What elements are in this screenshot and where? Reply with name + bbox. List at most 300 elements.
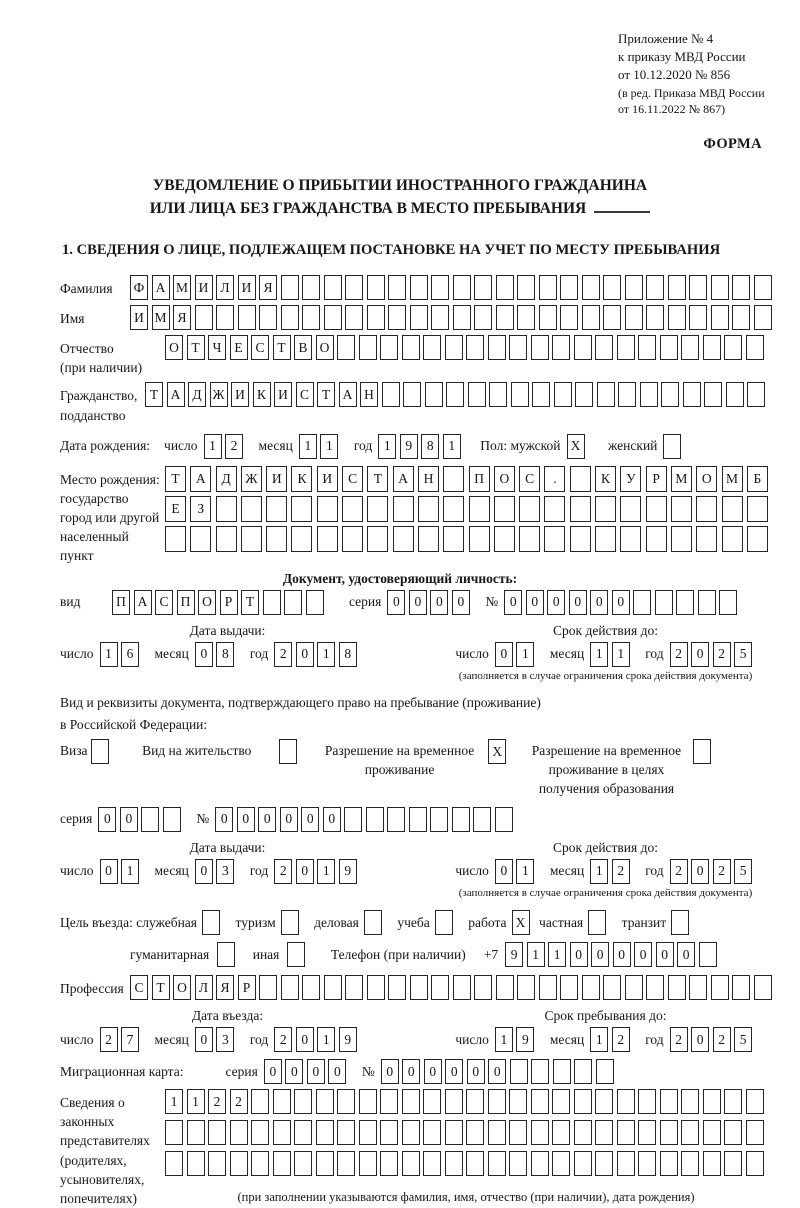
char-cell[interactable] (445, 1151, 463, 1176)
char-cell[interactable] (388, 975, 406, 1000)
char-cell[interactable]: 0 (570, 942, 588, 967)
char-cell[interactable]: 0 (237, 807, 255, 832)
char-cell[interactable] (625, 275, 643, 300)
char-cell[interactable] (544, 526, 565, 552)
char-cell[interactable]: 1 (317, 1027, 335, 1052)
char-cell[interactable]: 2 (670, 859, 688, 884)
char-cell[interactable] (302, 975, 320, 1000)
char-cell[interactable] (617, 1151, 635, 1176)
char-cell[interactable] (746, 1120, 764, 1145)
char-cell[interactable] (393, 496, 414, 522)
char-cell[interactable]: С (296, 382, 314, 407)
char-cell[interactable] (251, 1120, 269, 1145)
char-cell[interactable]: 7 (121, 1027, 139, 1052)
char-cell[interactable] (324, 305, 342, 330)
char-cell[interactable] (495, 807, 513, 832)
char-cell[interactable] (187, 1120, 205, 1145)
char-cell[interactable] (402, 1089, 420, 1114)
char-cell[interactable]: 0 (424, 1059, 442, 1084)
char-cell[interactable]: 0 (100, 859, 118, 884)
char-cell[interactable]: 6 (121, 642, 139, 667)
char-cell[interactable]: X (567, 434, 585, 459)
char-cell[interactable]: С (342, 466, 363, 492)
char-cell[interactable] (554, 382, 572, 407)
char-cell[interactable]: Н (418, 466, 439, 492)
char-cell[interactable] (638, 1089, 656, 1114)
char-cell[interactable] (646, 305, 664, 330)
char-cell[interactable]: 0 (691, 859, 709, 884)
char-cell[interactable]: 1 (516, 642, 534, 667)
char-cell[interactable] (388, 305, 406, 330)
char-cell[interactable] (603, 975, 621, 1000)
char-cell[interactable] (317, 526, 338, 552)
char-cell[interactable]: 0 (195, 859, 213, 884)
char-cell[interactable] (452, 807, 470, 832)
char-cell[interactable] (466, 1120, 484, 1145)
char-cell[interactable]: Т (241, 590, 259, 615)
char-cell[interactable] (259, 975, 277, 1000)
char-cell[interactable]: И (266, 466, 287, 492)
char-cell[interactable] (380, 1151, 398, 1176)
char-cell[interactable] (488, 1089, 506, 1114)
char-cell[interactable]: М (722, 466, 743, 492)
char-cell[interactable] (317, 496, 338, 522)
char-cell[interactable] (302, 305, 320, 330)
char-cell[interactable] (281, 975, 299, 1000)
char-cell[interactable]: 0 (495, 859, 513, 884)
char-cell[interactable] (660, 1151, 678, 1176)
char-cell[interactable] (582, 975, 600, 1000)
char-cell[interactable] (202, 910, 220, 935)
char-cell[interactable] (689, 305, 707, 330)
char-cell[interactable]: 1 (443, 434, 461, 459)
char-cell[interactable] (418, 496, 439, 522)
char-cell[interactable] (380, 335, 398, 360)
char-cell[interactable] (570, 526, 591, 552)
char-cell[interactable] (532, 382, 550, 407)
char-cell[interactable] (469, 526, 490, 552)
char-cell[interactable] (445, 1120, 463, 1145)
char-cell[interactable] (732, 275, 750, 300)
char-cell[interactable]: 2 (713, 859, 731, 884)
char-cell[interactable]: Р (220, 590, 238, 615)
char-cell[interactable] (342, 526, 363, 552)
char-cell[interactable] (342, 496, 363, 522)
char-cell[interactable] (230, 1120, 248, 1145)
char-cell[interactable] (216, 526, 237, 552)
char-cell[interactable] (367, 275, 385, 300)
char-cell[interactable]: П (469, 466, 490, 492)
char-cell[interactable]: Т (367, 466, 388, 492)
char-cell[interactable]: 1 (495, 1027, 513, 1052)
char-cell[interactable] (582, 275, 600, 300)
char-cell[interactable] (640, 382, 658, 407)
char-cell[interactable]: 0 (691, 642, 709, 667)
char-cell[interactable]: 0 (495, 642, 513, 667)
char-cell[interactable]: 5 (734, 1027, 752, 1052)
char-cell[interactable]: 0 (569, 590, 587, 615)
char-cell[interactable] (291, 496, 312, 522)
char-cell[interactable]: Ж (210, 382, 228, 407)
char-cell[interactable] (676, 590, 694, 615)
char-cell[interactable]: И (274, 382, 292, 407)
char-cell[interactable] (509, 1151, 527, 1176)
char-cell[interactable] (494, 496, 515, 522)
char-cell[interactable] (431, 305, 449, 330)
char-cell[interactable]: 2 (274, 859, 292, 884)
char-cell[interactable] (287, 942, 305, 967)
char-cell[interactable]: 0 (285, 1059, 303, 1084)
char-cell[interactable] (519, 526, 540, 552)
char-cell[interactable] (646, 526, 667, 552)
char-cell[interactable] (746, 1151, 764, 1176)
char-cell[interactable]: 0 (195, 642, 213, 667)
char-cell[interactable] (345, 305, 363, 330)
char-cell[interactable]: 0 (504, 590, 522, 615)
char-cell[interactable]: 1 (121, 859, 139, 884)
char-cell[interactable]: У (620, 466, 641, 492)
char-cell[interactable]: Ф (130, 275, 148, 300)
char-cell[interactable] (531, 1089, 549, 1114)
char-cell[interactable] (603, 305, 621, 330)
char-cell[interactable] (489, 382, 507, 407)
char-cell[interactable] (294, 1120, 312, 1145)
char-cell[interactable] (617, 1120, 635, 1145)
char-cell[interactable] (410, 305, 428, 330)
char-cell[interactable]: 1 (612, 642, 630, 667)
char-cell[interactable]: 0 (409, 590, 427, 615)
char-cell[interactable]: Е (230, 335, 248, 360)
char-cell[interactable] (560, 305, 578, 330)
char-cell[interactable]: 2 (100, 1027, 118, 1052)
char-cell[interactable] (722, 526, 743, 552)
char-cell[interactable]: А (339, 382, 357, 407)
char-cell[interactable] (91, 739, 109, 764)
char-cell[interactable] (531, 1059, 549, 1084)
char-cell[interactable]: А (134, 590, 152, 615)
char-cell[interactable] (544, 496, 565, 522)
char-cell[interactable]: О (173, 975, 191, 1000)
char-cell[interactable] (165, 526, 186, 552)
char-cell[interactable]: 0 (264, 1059, 282, 1084)
char-cell[interactable] (423, 1120, 441, 1145)
char-cell[interactable] (443, 496, 464, 522)
char-cell[interactable] (671, 526, 692, 552)
char-cell[interactable] (681, 1151, 699, 1176)
char-cell[interactable] (552, 335, 570, 360)
char-cell[interactable] (638, 335, 656, 360)
char-cell[interactable]: 9 (516, 1027, 534, 1052)
char-cell[interactable]: Е (165, 496, 186, 522)
char-cell[interactable] (230, 1151, 248, 1176)
char-cell[interactable]: 2 (670, 1027, 688, 1052)
char-cell[interactable] (638, 1120, 656, 1145)
char-cell[interactable] (273, 1151, 291, 1176)
char-cell[interactable]: 8 (421, 434, 439, 459)
char-cell[interactable] (410, 975, 428, 1000)
char-cell[interactable]: Я (259, 275, 277, 300)
char-cell[interactable] (754, 975, 772, 1000)
char-cell[interactable] (388, 275, 406, 300)
char-cell[interactable] (597, 382, 615, 407)
char-cell[interactable]: 2 (612, 1027, 630, 1052)
char-cell[interactable]: 0 (195, 1027, 213, 1052)
char-cell[interactable] (281, 910, 299, 935)
char-cell[interactable]: Р (646, 466, 667, 492)
char-cell[interactable] (726, 382, 744, 407)
char-cell[interactable] (359, 1120, 377, 1145)
char-cell[interactable] (617, 1089, 635, 1114)
char-cell[interactable]: 1 (299, 434, 317, 459)
char-cell[interactable]: 0 (328, 1059, 346, 1084)
char-cell[interactable] (496, 275, 514, 300)
char-cell[interactable] (646, 975, 664, 1000)
char-cell[interactable]: X (512, 910, 530, 935)
char-cell[interactable]: 5 (734, 642, 752, 667)
char-cell[interactable] (510, 1059, 528, 1084)
char-cell[interactable]: 9 (400, 434, 418, 459)
char-cell[interactable]: З (190, 496, 211, 522)
char-cell[interactable]: Д (188, 382, 206, 407)
char-cell[interactable] (316, 1151, 334, 1176)
char-cell[interactable]: И (317, 466, 338, 492)
char-cell[interactable] (423, 1089, 441, 1114)
char-cell[interactable] (393, 526, 414, 552)
char-cell[interactable] (517, 305, 535, 330)
char-cell[interactable] (453, 305, 471, 330)
char-cell[interactable] (367, 526, 388, 552)
char-cell[interactable] (367, 975, 385, 1000)
char-cell[interactable] (671, 496, 692, 522)
char-cell[interactable] (208, 1120, 226, 1145)
char-cell[interactable] (403, 382, 421, 407)
char-cell[interactable]: А (152, 275, 170, 300)
char-cell[interactable] (165, 1120, 183, 1145)
char-cell[interactable]: 1 (516, 859, 534, 884)
char-cell[interactable]: 0 (307, 1059, 325, 1084)
char-cell[interactable] (238, 305, 256, 330)
char-cell[interactable] (488, 335, 506, 360)
char-cell[interactable] (539, 275, 557, 300)
char-cell[interactable] (284, 590, 302, 615)
char-cell[interactable]: И (238, 275, 256, 300)
char-cell[interactable] (660, 1089, 678, 1114)
char-cell[interactable] (418, 526, 439, 552)
char-cell[interactable]: 2 (670, 642, 688, 667)
char-cell[interactable] (474, 975, 492, 1000)
char-cell[interactable] (251, 1089, 269, 1114)
char-cell[interactable]: 0 (590, 590, 608, 615)
char-cell[interactable]: 1 (317, 859, 335, 884)
char-cell[interactable] (266, 496, 287, 522)
char-cell[interactable] (681, 335, 699, 360)
char-cell[interactable]: 2 (225, 434, 243, 459)
char-cell[interactable] (681, 1089, 699, 1114)
char-cell[interactable] (208, 1151, 226, 1176)
char-cell[interactable]: 0 (591, 942, 609, 967)
char-cell[interactable] (595, 335, 613, 360)
char-cell[interactable] (552, 1089, 570, 1114)
char-cell[interactable] (488, 1120, 506, 1145)
char-cell[interactable] (435, 910, 453, 935)
char-cell[interactable] (633, 590, 651, 615)
char-cell[interactable] (266, 526, 287, 552)
char-cell[interactable]: К (595, 466, 616, 492)
char-cell[interactable] (703, 335, 721, 360)
char-cell[interactable] (410, 275, 428, 300)
char-cell[interactable]: Я (216, 975, 234, 1000)
char-cell[interactable]: И (195, 275, 213, 300)
char-cell[interactable] (337, 1089, 355, 1114)
char-cell[interactable] (552, 1120, 570, 1145)
char-cell[interactable] (241, 496, 262, 522)
char-cell[interactable] (337, 1151, 355, 1176)
char-cell[interactable] (324, 275, 342, 300)
char-cell[interactable] (574, 335, 592, 360)
char-cell[interactable]: П (112, 590, 130, 615)
char-cell[interactable]: О (696, 466, 717, 492)
char-cell[interactable]: И (130, 305, 148, 330)
char-cell[interactable] (747, 382, 765, 407)
char-cell[interactable]: Т (273, 335, 291, 360)
char-cell[interactable]: 1 (320, 434, 338, 459)
char-cell[interactable]: 0 (402, 1059, 420, 1084)
char-cell[interactable] (291, 526, 312, 552)
char-cell[interactable]: 0 (120, 807, 138, 832)
char-cell[interactable] (517, 975, 535, 1000)
char-cell[interactable] (724, 1089, 742, 1114)
char-cell[interactable] (560, 275, 578, 300)
char-cell[interactable] (655, 590, 673, 615)
char-cell[interactable] (382, 382, 400, 407)
char-cell[interactable] (570, 466, 591, 492)
char-cell[interactable] (453, 975, 471, 1000)
char-cell[interactable] (595, 1120, 613, 1145)
char-cell[interactable] (469, 496, 490, 522)
char-cell[interactable] (281, 305, 299, 330)
char-cell[interactable] (747, 496, 768, 522)
char-cell[interactable] (241, 526, 262, 552)
char-cell[interactable]: Я (173, 305, 191, 330)
char-cell[interactable] (595, 1151, 613, 1176)
char-cell[interactable]: 2 (230, 1089, 248, 1114)
char-cell[interactable] (746, 1089, 764, 1114)
char-cell[interactable]: 2 (208, 1089, 226, 1114)
char-cell[interactable]: X (488, 739, 506, 764)
char-cell[interactable]: 1 (204, 434, 222, 459)
char-cell[interactable] (216, 496, 237, 522)
char-cell[interactable]: С (519, 466, 540, 492)
char-cell[interactable] (217, 942, 235, 967)
char-cell[interactable] (698, 590, 716, 615)
char-cell[interactable]: О (316, 335, 334, 360)
char-cell[interactable]: К (291, 466, 312, 492)
char-cell[interactable]: А (190, 466, 211, 492)
char-cell[interactable]: 0 (526, 590, 544, 615)
char-cell[interactable]: 0 (296, 859, 314, 884)
char-cell[interactable] (251, 1151, 269, 1176)
char-cell[interactable]: 2 (274, 1027, 292, 1052)
char-cell[interactable] (367, 305, 385, 330)
char-cell[interactable]: 1 (548, 942, 566, 967)
char-cell[interactable] (646, 275, 664, 300)
char-cell[interactable] (620, 496, 641, 522)
char-cell[interactable]: 0 (98, 807, 116, 832)
char-cell[interactable] (539, 305, 557, 330)
char-cell[interactable]: 0 (445, 1059, 463, 1084)
char-cell[interactable]: 0 (280, 807, 298, 832)
char-cell[interactable] (316, 1120, 334, 1145)
char-cell[interactable] (660, 1120, 678, 1145)
char-cell[interactable] (263, 590, 281, 615)
char-cell[interactable] (703, 1120, 721, 1145)
char-cell[interactable] (724, 1120, 742, 1145)
char-cell[interactable] (704, 382, 722, 407)
char-cell[interactable]: 0 (612, 590, 630, 615)
char-cell[interactable] (517, 275, 535, 300)
char-cell[interactable] (663, 434, 681, 459)
char-cell[interactable] (165, 1151, 183, 1176)
char-cell[interactable] (380, 1120, 398, 1145)
char-cell[interactable]: П (177, 590, 195, 615)
char-cell[interactable] (660, 335, 678, 360)
char-cell[interactable]: 0 (296, 1027, 314, 1052)
char-cell[interactable]: 0 (381, 1059, 399, 1084)
char-cell[interactable] (509, 1120, 527, 1145)
char-cell[interactable] (359, 1151, 377, 1176)
char-cell[interactable]: 9 (505, 942, 523, 967)
char-cell[interactable]: 2 (274, 642, 292, 667)
char-cell[interactable]: Л (216, 275, 234, 300)
char-cell[interactable] (519, 496, 540, 522)
char-cell[interactable] (711, 305, 729, 330)
char-cell[interactable] (190, 526, 211, 552)
char-cell[interactable] (466, 1151, 484, 1176)
char-cell[interactable]: 0 (656, 942, 674, 967)
char-cell[interactable] (511, 382, 529, 407)
char-cell[interactable]: М (671, 466, 692, 492)
char-cell[interactable] (696, 496, 717, 522)
char-cell[interactable] (638, 1151, 656, 1176)
char-cell[interactable] (364, 910, 382, 935)
char-cell[interactable] (703, 1151, 721, 1176)
char-cell[interactable] (747, 526, 768, 552)
char-cell[interactable] (711, 975, 729, 1000)
char-cell[interactable] (646, 496, 667, 522)
char-cell[interactable]: Л (195, 975, 213, 1000)
char-cell[interactable] (620, 526, 641, 552)
char-cell[interactable] (409, 807, 427, 832)
char-cell[interactable] (671, 910, 689, 935)
char-cell[interactable]: С (251, 335, 269, 360)
char-cell[interactable] (683, 382, 701, 407)
char-cell[interactable] (273, 1089, 291, 1114)
char-cell[interactable] (582, 305, 600, 330)
char-cell[interactable] (595, 496, 616, 522)
char-cell[interactable]: 8 (216, 642, 234, 667)
char-cell[interactable] (473, 807, 491, 832)
char-cell[interactable] (668, 975, 686, 1000)
char-cell[interactable] (531, 335, 549, 360)
char-cell[interactable]: 0 (258, 807, 276, 832)
char-cell[interactable] (696, 526, 717, 552)
char-cell[interactable]: 0 (452, 590, 470, 615)
char-cell[interactable] (216, 305, 234, 330)
char-cell[interactable]: 5 (734, 859, 752, 884)
char-cell[interactable]: 3 (216, 859, 234, 884)
char-cell[interactable]: 1 (165, 1089, 183, 1114)
char-cell[interactable] (294, 1089, 312, 1114)
